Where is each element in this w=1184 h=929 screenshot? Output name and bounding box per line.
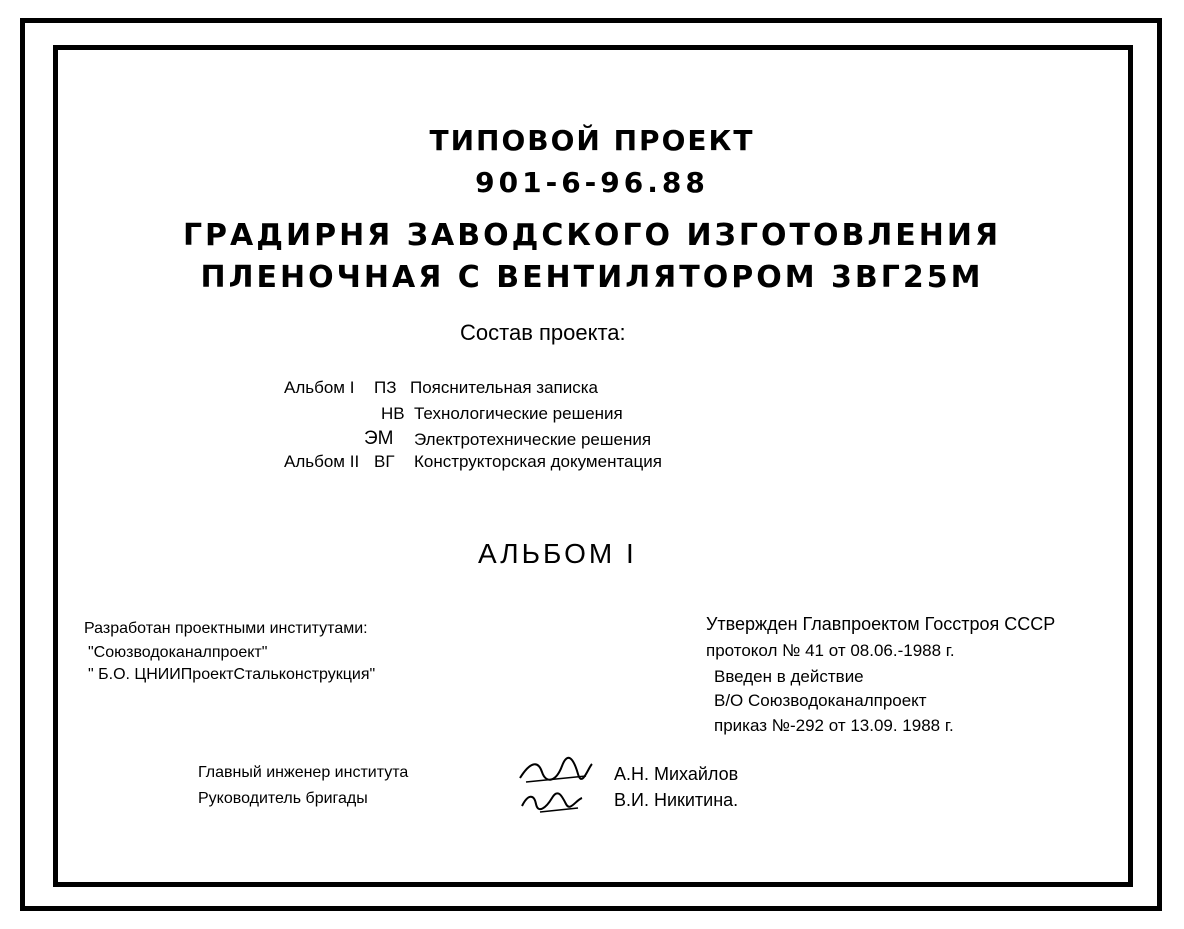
project-name-line1: ГРАДИРНЯ ЗАВОДСКОГО ИЗГОТОВЛЕНИЯ bbox=[182, 218, 1002, 253]
developer-org-1: "Союзводоканалпроект" bbox=[88, 644, 268, 661]
developer-org-2: " Б.О. ЦНИИПроектСтальконструкция" bbox=[88, 666, 376, 683]
album-label-2: Альбом II bbox=[284, 452, 360, 471]
signatory-role: Главный инженер института bbox=[198, 764, 409, 781]
composition-heading: Состав проекта: bbox=[460, 320, 626, 345]
section-code: ПЗ bbox=[374, 378, 397, 397]
section-code: НВ bbox=[381, 404, 405, 423]
doc-type-title: ТИПОВОЙ ПРОЕКТ bbox=[429, 124, 755, 157]
album-heading: АЛЬБОМ I bbox=[478, 538, 637, 569]
project-number: 901-6-96.88 bbox=[475, 166, 709, 199]
approval-protocol: протокол № 41 от 08.06.-1988 г. bbox=[706, 641, 955, 660]
signatory-role: Руководитель бригады bbox=[198, 790, 368, 807]
section-title: Пояснительная записка bbox=[410, 378, 599, 397]
signatory-name: В.И. Никитина. bbox=[614, 790, 739, 810]
signature-mark-2 bbox=[518, 788, 588, 816]
approval-line: Утвержден Главпроектом Госстроя СССР bbox=[706, 614, 1056, 634]
section-title: Конструкторская документация bbox=[414, 452, 662, 471]
section-title: Электротехнические решения bbox=[414, 430, 652, 449]
section-code: ЭМ bbox=[364, 428, 394, 449]
enactment-order: приказ №-292 от 13.09. 1988 г. bbox=[714, 716, 954, 735]
section-title: Технологические решения bbox=[414, 404, 623, 423]
project-name-line2: ПЛЕНОЧНАЯ С ВЕНТИЛЯТОРОМ 3ВГ25М bbox=[200, 260, 984, 295]
signature-mark-1 bbox=[516, 756, 596, 786]
enactment-org: В/О Союзводоканалпроект bbox=[714, 691, 927, 710]
signatory-name: А.Н. Михайлов bbox=[614, 764, 739, 784]
enactment-line: Введен в действие bbox=[714, 667, 864, 686]
section-code: ВГ bbox=[374, 452, 395, 471]
developers-heading: Разработан проектными институтами: bbox=[84, 620, 368, 637]
album-label-1: Альбом I bbox=[284, 378, 355, 397]
